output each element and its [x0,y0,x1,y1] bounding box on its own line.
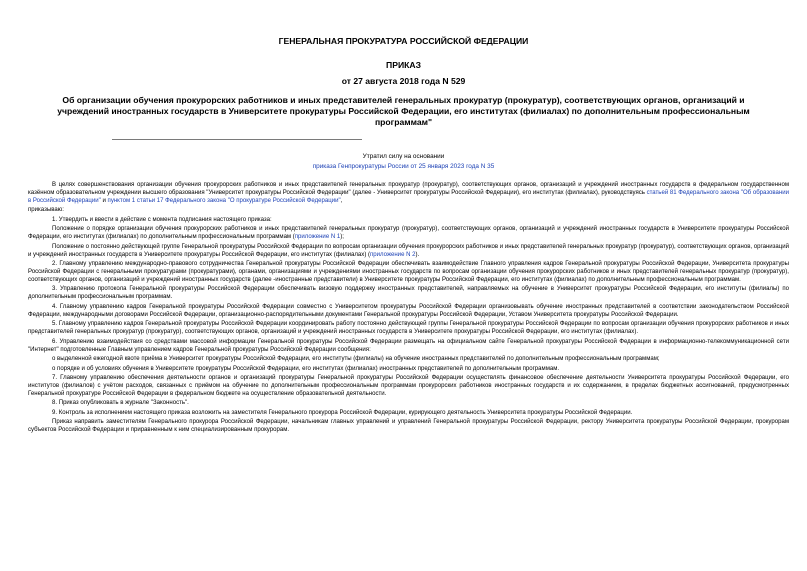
status-line: Утратил силу на основании [362,153,445,160]
paragraph-6: 6. Управлению взаимодействия со средствами массовой информации Генеральной прокуратуры Российской Федерации размещать на официальном сайте Генеральной прокуратуры Российской Федерации в информационно-телекоммуникационной сети "Интернет" подготовленные Главным управлением кадров Генеральной прокуратуры Российской Федерации сообщения: [28,338,789,353]
intro-paragraph [28,182,789,206]
paragraph-1b-text: Положение о постоянно действующей группе Генеральной прокуратуры Российской Федерации по вопросам организации обучения прокурорских работников и иных представителей генеральных прокуратур (прокуратур), соответствующих органов, организаций и учреждений иностранных государств в Университете прокуратуры Российской Федерации, его институтах (филиалах) ( [28,243,789,258]
status-note [0,152,807,171]
paragraph-8: 8. Приказ опубликовать в журнале "Законность". [52,400,189,407]
document-body [28,182,789,437]
paragraph-2: 2. Главному управлению международно-правового сотрудничества Генеральной прокуратуры Российской Федерации обеспечивать взаимодействие Главного управления кадров Генеральной прокуратуры Российской Федерации, Университета прокуратуры Российской Федерации с генеральными прокуратурами (прокуратурами), органами, организациями и учреждениями иностранных государств по вопросам организации обучения прокурорских работников и иных представителей генеральных прокуратур (прокуратур), соответствующих органов, организаций и учреждений иностранных государств (далее -иностранные представители) в Университете прокуратуры Российской Федерации, его институтах (филиалах) по дополнительным профессиональным программам. [28,261,789,283]
paragraph-6a: о выделенной ежегодной квоте приёма в Университет прокуратуры Российской Федерации, его институты (филиалы) на обучение иностранных представителей по дополнительным профессиональным программам; [52,356,660,363]
intro-text-a: В целях совершенствования организации обучения прокурорских работников и иных представителей генеральных прокуратур (прокуратур), соответствующих органов, организаций и учреждений иностранных государств в федеральном государственном казённом образовательном учреждении высшего образования "Университет прокуратуры Российской Федерации" (далее - Университет прокуратуры Российской Федерации), его институтах (филиалах), руководствуясь [28,182,789,196]
paragraph-4: 4. Главному управлению кадров Генеральной прокуратуры Российской Федерации совместно с Университетом прокуратуры Российской Федерации организовывать обучение иностранных представителей в соответствии законодательством Российской Федерации, международными договорами Российской Федерации, организационно-распорядительными документами Генеральной прокуратуры Российской Федерации, Уставом Университета прокуратуры Российской Федерации. [28,303,789,318]
paragraph-1: 1. Утвердить и ввести в действие с момента подписания настоящего приказа: [52,216,272,223]
appendix-2-link[interactable]: приложение N 2 [370,251,416,258]
paragraph-9: 9. Контроль за исполнением настоящего приказа возложить на заместителя Генерального прокурора Российской Федерации, курирующего деятельность Университета прокуратуры Российской Федерации. [52,409,633,416]
intro-text-b: и [100,197,108,204]
repeal-order-link[interactable]: приказа Генпрокуратуры России от 25 января 2023 года N 35 [312,162,495,170]
order-word: приказываю: [28,207,64,214]
article-17-link[interactable]: пунктом 1 статьи 17 Федерального закона "О прокуратуре Российской Федерации" [107,197,341,204]
paragraph-10: Приказ направить заместителям Генерального прокурора Российской Федерации, начальникам главных управлений и управлений Генеральной прокуратуры Российской Федерации, ректору Университета прокуратуры Российской Федерации, прокурорам субъектов Российской Федерации и приравненным к ним специализированным прокурорам. [28,419,789,434]
document-title: Об организации обучения прокурорских работников и иных представителей генеральных прокуратур (прокуратур), соответствующих органов, организаций и учреждений иностранных государств в Университете прокуратуры Российской Федерации, его институтах (филиалах) по дополнительным профессиональным программам" [57,95,750,127]
paragraph-1a-text: Положение о порядке организации обучения прокурорских работников и иных представителей генеральных прокуратур (прокуратур), соответствующих органов, организаций и учреждений иностранных государств в Университете прокуратуры Российской Федерации, его институтах (филиалах) по дополнительным профессиональным программам ( [28,226,789,241]
paragraph-7: 7. Главному управлению обеспечения деятельности органов и организаций прокуратуры Генеральной прокуратуры Российской Федерации осуществлять финансовое обеспечение деятельности Университета прокуратуры Российской Федерации, его институтов (филиалов) с учётом расходов, связанных с приёмом на обучение по дополнительным профессиональным программам прокурорских работников иностранных государств и их содержанием, в пределах бюджетных ассигнований, предусмотренных Генеральной прокуратуре Российской Федерации в федеральном бюджете на осуществление образовательной деятельности. [28,375,789,397]
paragraph-1b [28,244,789,260]
document-type: ПРИКАЗ [386,60,421,70]
paragraph-1a-end: ); [340,234,344,241]
divider [112,139,362,140]
paragraph-3: 3. Управлению протокола Генеральной прокуратуры Российской Федерации обеспечивать визовую поддержку иностранных представителей, направляемых на обучение в Университет прокуратуры Российской Федерации, его институты (филиалы) по дополнительным профессиональным программам. [28,286,789,301]
paragraph-1b-end: ). [415,251,420,258]
document-date-number: от 27 августа 2018 года N 529 [341,76,466,86]
paragraph-1a [28,226,789,242]
appendix-1-link[interactable]: приложение N 1 [294,234,341,241]
intro-text-c: , [340,197,343,204]
organization-heading: ГЕНЕРАЛЬНАЯ ПРОКУРАТУРА РОССИЙСКОЙ ФЕДЕРАЦИИ [278,36,529,46]
paragraph-6b: о порядке и об условиях обучения в Университете прокуратуры Российской Федерации, его институтах (филиалах) иностранных представителей по дополнительным программам. [52,365,560,372]
paragraph-5: 5. Главному управлению кадров Генеральной прокуратуры Российской Федерации координировать работу постоянно действующей группы Генеральной прокуратуры Российской Федерации по вопросам организации обучения прокурорских работников и иных представителей генеральных прокуратур (прокуратур), соответствующих органов, организаций и учреждений иностранных государств в Университете прокуратуры Российской Федерации, его институтах (филиалах). [28,321,789,336]
article-81-link[interactable]: статьей 81 Федерального закона "Об образовании в Российской Федерации" [28,189,789,204]
